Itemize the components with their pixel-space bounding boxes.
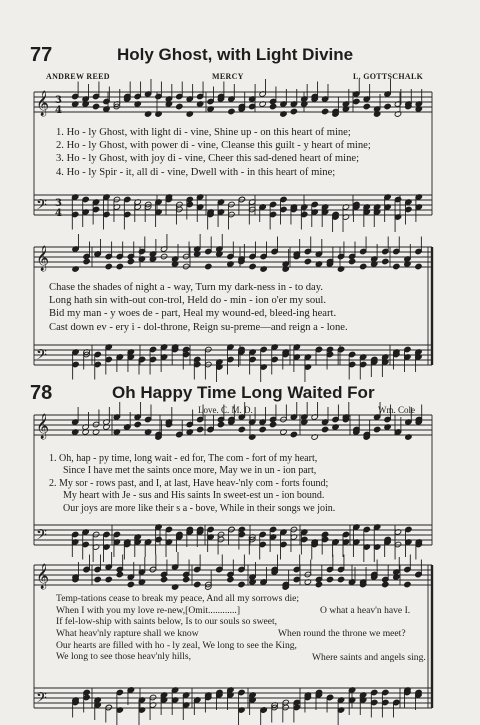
lyric-line-right: Where saints and angels sing.: [312, 651, 426, 663]
lyric-line: Bid my man - y woes de - part, Heal my wound-ed, bleed-ing heart.: [49, 308, 337, 320]
lyrics-78-system2: [56, 593, 299, 663]
svg-text:3: 3: [55, 198, 62, 209]
note-head: [404, 581, 411, 587]
hymn-composer: Wm. Cole: [378, 405, 415, 415]
lyric-line: Our hearts are filled with ho - ly zeal, We long to see the King,: [56, 639, 297, 651]
lyrics-77-system2: [49, 281, 348, 334]
note-head: [249, 263, 256, 269]
note-head: [160, 253, 167, 259]
hymn-title: Oh Happy Time Long Waited For: [112, 383, 375, 402]
note-head: [363, 103, 370, 109]
hymn-meter: Love. C. M. D.: [198, 405, 253, 415]
note-head: [127, 258, 134, 264]
hymn-number: 78: [30, 382, 53, 404]
lyrics-78-system1: [49, 453, 335, 515]
note-head: [160, 576, 167, 582]
svg-text:4: 4: [55, 105, 62, 116]
lyric-line: Our joys are more like their s a - bove, While in their songs we join.: [63, 502, 336, 514]
note-head: [415, 263, 422, 269]
note-head: [116, 263, 123, 269]
note-head: [238, 581, 245, 587]
note-head: [228, 108, 235, 114]
note-head: [290, 431, 297, 437]
lyric-line: 1. Oh, hap - py time, long wait - ed for, The com - fort of my heart,: [49, 453, 318, 464]
treble-clef-icon: 𝄞: [36, 91, 50, 116]
time-signature: 3: [55, 95, 62, 106]
bass-clef-icon: 𝄢: [36, 527, 47, 547]
note-head: [290, 108, 297, 114]
note-head: [326, 576, 333, 582]
lyric-line: 2. Ho - ly Ghost, with power di - vine, Cleanse this guilt - y heart of mine;: [56, 140, 371, 152]
lyrics-77-system1: [56, 126, 371, 179]
treble-clef-icon: 𝄞: [36, 414, 50, 439]
note-head: [321, 108, 328, 114]
note-head: [393, 263, 400, 269]
note-head: [304, 258, 311, 264]
note-head: [127, 581, 134, 587]
lyric-line-right: When round the throne we meet?: [278, 628, 406, 640]
note-head: [359, 263, 366, 269]
note-head: [116, 571, 123, 577]
note-head: [259, 426, 266, 432]
lyric-line: Cast down ev - ery i - dol-throne, Reign su-preme—and reign a - lone.: [49, 321, 348, 333]
staff-78-1-bass: [34, 525, 432, 545]
lyric-line: My heart with Je - sus and His saints In sweet-est un - ion bound.: [63, 490, 325, 502]
note-head: [337, 576, 344, 582]
note-head: [105, 263, 112, 269]
note-head: [382, 258, 389, 264]
lyric-line: 2. My sor - rows past, and I, at last, Have heav-'nly com - forts found;: [49, 477, 329, 489]
note-head: [384, 103, 391, 109]
treble-clef-icon: 𝄞: [36, 564, 50, 589]
lyric-line: 4. Ho - ly Spir - it, all di - vine, Dwell with - in this heart of mine;: [56, 166, 336, 178]
note-head: [382, 581, 389, 587]
note-head: [182, 263, 189, 269]
lyric-line: Temp-tations cease to break my peace, And all my sorrows die;: [56, 593, 300, 604]
hymn-number: 77: [30, 44, 53, 66]
note-head: [196, 426, 203, 432]
lyric-line: Since I have met the saints once more, May we in un - ion part,: [63, 465, 317, 477]
note-head: [373, 426, 380, 432]
note-head: [176, 103, 183, 109]
lyric-line: 1. Ho - ly Ghost, with light di - vine, Shine up - on this heart of mine;: [56, 127, 351, 138]
lyric-line: When I with you my love re-new,[Omit............]: [56, 604, 241, 616]
lyric-line: Chase the shades of night a - way, Turn my dark-ness in - to day.: [49, 282, 324, 293]
note-head: [348, 258, 355, 264]
note-head: [92, 103, 99, 109]
lyric-line: Long hath sin with-out con-trol, Held do - min - ion o'er my soul.: [49, 295, 327, 307]
bass-clef-icon: 𝄢: [36, 197, 47, 217]
note-head: [321, 426, 328, 432]
note-head: [353, 98, 360, 104]
treble-clef-icon: 𝄞: [36, 246, 50, 271]
note-head: [205, 263, 212, 269]
bass-clef-icon: 𝄢: [36, 690, 47, 710]
note-head: [105, 576, 112, 582]
note-head: [315, 581, 322, 587]
note-head: [217, 421, 224, 427]
hymn-composer: L. GOTTSCHALK: [353, 72, 424, 81]
note-head: [182, 576, 189, 582]
bass-clef-icon: 𝄢: [36, 347, 47, 367]
hymn-title: Holy Ghost, with Light Divine: [117, 45, 354, 64]
lyric-line-right: O what a heav'n have I.: [320, 604, 411, 616]
lyric-line: 3. Ho - ly Ghost, with joy di - vine, Cheer this sad-dened heart of mine;: [56, 153, 360, 165]
note-head: [83, 258, 90, 264]
note-head: [269, 103, 276, 109]
lyric-line: What heav'nly rapture shall we know: [56, 628, 199, 640]
note-head: [293, 576, 300, 582]
hymn-tune: MERCY: [212, 72, 244, 81]
hymn-author: ANDREW REED: [46, 72, 110, 81]
note-head: [134, 421, 141, 427]
note-head: [238, 426, 245, 432]
svg-text:4: 4: [55, 208, 62, 219]
lyric-line: If fel-low-ship with saints below, Is to our souls so sweet,: [56, 616, 278, 628]
lyric-line: We long to see those heav'nly hills,: [56, 651, 191, 663]
note-head: [194, 581, 201, 587]
note-head: [94, 576, 101, 582]
